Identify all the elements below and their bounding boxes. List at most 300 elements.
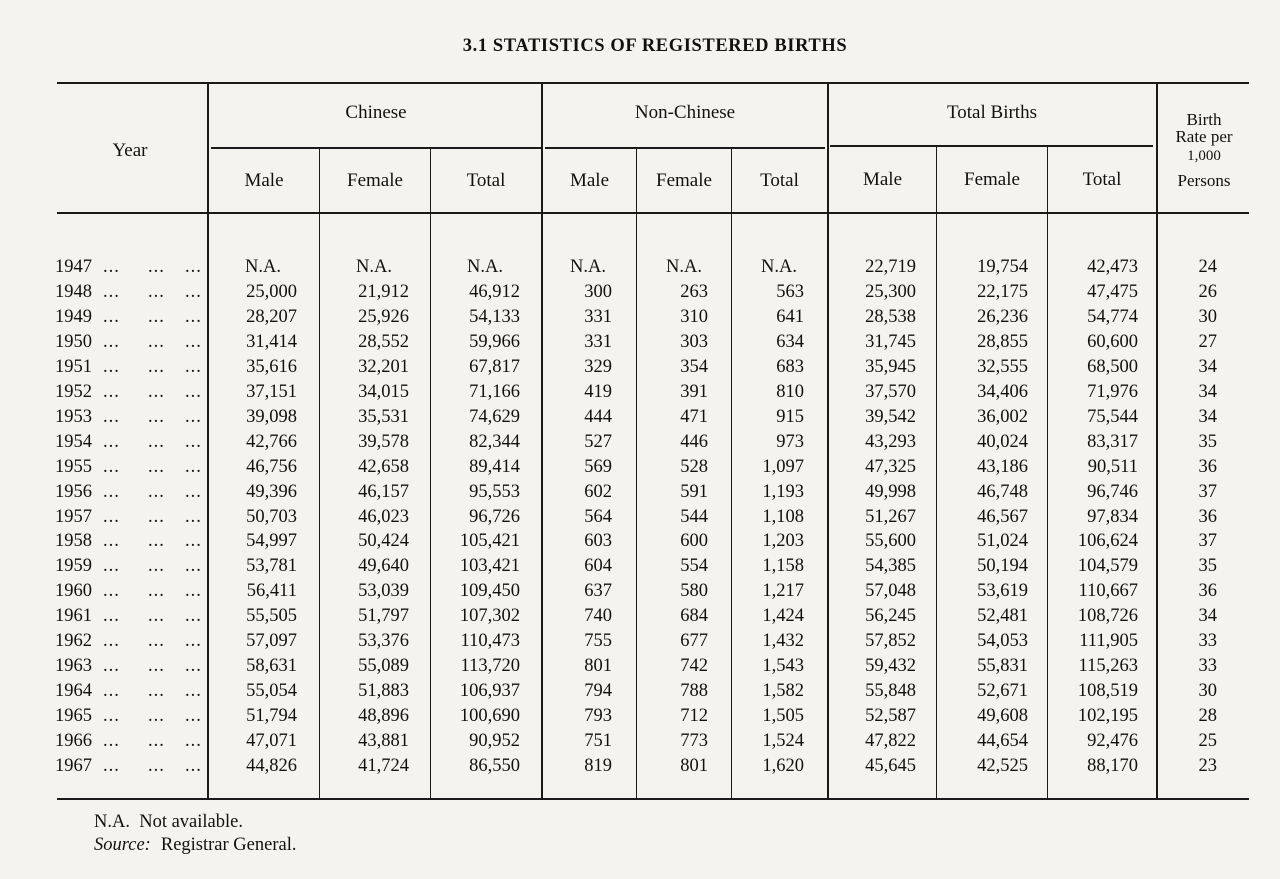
leader-dots: ... (148, 506, 165, 527)
table-cell: 104,579 (1077, 556, 1138, 577)
table-cell: N.A. (356, 257, 392, 277)
table-cell: 82,344 (469, 431, 520, 452)
row-year (55, 283, 205, 302)
source-text: Registrar General. (160, 835, 297, 855)
row-year (55, 308, 205, 327)
leader-dots: ... (148, 406, 165, 427)
table-cell: 50,194 (977, 556, 1028, 577)
table-cell: 49,608 (977, 706, 1028, 727)
table-cell: 109,450 (459, 581, 520, 602)
table-cell: 51,794 (246, 706, 297, 727)
table-cell: 57,852 (865, 631, 916, 652)
table-cell: 34,015 (358, 381, 409, 402)
row-year (55, 632, 205, 651)
leader-dots: ... (148, 356, 165, 377)
leader-dots: ... (185, 356, 202, 377)
leader-dots: ... (103, 381, 120, 402)
table-cell: 95,553 (469, 481, 520, 502)
table-cell: 54,385 (865, 556, 916, 577)
table-cell: 47,475 (1087, 281, 1138, 302)
group-underline-chinese (211, 147, 541, 149)
table-cell: 446 (680, 431, 708, 452)
leader-dots: ... (148, 381, 165, 402)
leader-dots: ... (185, 431, 202, 452)
table-cell: 564 (584, 506, 612, 527)
leader-dots: ... (148, 531, 165, 552)
leader-dots: ... (148, 331, 165, 352)
table-cell: 53,039 (358, 581, 409, 602)
table-cell: 1,505 (762, 706, 804, 727)
leader-dots: ... (103, 581, 120, 602)
row-year (55, 657, 205, 676)
leader-dots: ... (103, 631, 120, 652)
row-year (55, 333, 205, 352)
table-cell: 19,754 (977, 257, 1028, 277)
row-year (55, 707, 205, 726)
table-cell: 50,703 (246, 506, 297, 527)
table-cell: 37,151 (246, 381, 297, 402)
leader-dots: ... (185, 581, 202, 602)
table-cell: 794 (584, 681, 612, 702)
table-cell: 34 (1198, 606, 1217, 627)
table-cell: 44,826 (246, 756, 297, 776)
table-cell: 684 (680, 606, 708, 627)
group-header-chinese: Chinese (345, 102, 407, 123)
year-label: 1947 (55, 257, 92, 277)
table-cell: N.A. (570, 257, 606, 277)
leader-dots: ... (185, 681, 202, 702)
table-cell: 53,376 (358, 631, 409, 652)
table-cell: 97,834 (1087, 506, 1138, 527)
table-cell: 44,654 (977, 731, 1028, 752)
table-cell: 59,966 (469, 331, 520, 352)
table-cell: 1,582 (762, 681, 804, 702)
year-label: 1960 (55, 581, 92, 602)
leader-dots: ... (148, 306, 165, 327)
table-cell: 24 (1198, 257, 1217, 277)
table-cell: 42,658 (358, 456, 409, 477)
row-year (55, 732, 205, 751)
table-cell: 47,071 (246, 731, 297, 752)
table-cell: 819 (584, 756, 612, 776)
table-cell: 801 (584, 656, 612, 677)
leader-dots: ... (185, 656, 202, 677)
table-cell: 40,024 (977, 431, 1028, 452)
leader-dots: ... (103, 656, 120, 677)
row-year (55, 532, 205, 551)
source-line (94, 835, 296, 856)
table-cell: 110,473 (460, 631, 520, 652)
table-cell: 53,619 (977, 581, 1028, 602)
header-bottom-rule (57, 212, 1249, 214)
table-cell: 1,193 (762, 481, 804, 502)
top-rule (57, 82, 1249, 84)
table-cell: 580 (680, 581, 708, 602)
table-cell: 75,544 (1087, 406, 1138, 427)
table-cell: 55,089 (358, 656, 409, 677)
table-cell: 303 (680, 331, 708, 352)
table-cell: 773 (680, 731, 708, 752)
table-cell: 60,600 (1087, 331, 1138, 352)
table-cell: 28,855 (977, 331, 1028, 352)
rate-header-line4: Persons (1177, 171, 1231, 190)
table-cell: 554 (680, 556, 708, 577)
table-cell: 57,048 (865, 581, 916, 602)
row-year (55, 582, 205, 601)
table-cell: 57,097 (246, 631, 297, 652)
table-cell: 801 (680, 756, 708, 776)
table-cell: 55,600 (865, 531, 916, 552)
table-cell: 569 (584, 456, 612, 477)
table-cell: 602 (584, 481, 612, 502)
table-cell: 90,952 (469, 731, 520, 752)
table-cell: 55,054 (246, 681, 297, 702)
year-label: 1965 (55, 706, 92, 727)
table-cell: 108,519 (1077, 681, 1138, 702)
table-cell: 329 (584, 356, 612, 377)
row-year (55, 408, 205, 427)
table-cell: 591 (680, 481, 708, 502)
table-cell: 39,542 (865, 406, 916, 427)
table-cell: 755 (584, 631, 612, 652)
year-label: 1967 (55, 756, 92, 776)
table-cell: 51,883 (358, 681, 409, 702)
sub-header-male: Male (569, 170, 610, 191)
leader-dots: ... (148, 581, 165, 602)
leader-dots: ... (103, 606, 120, 627)
table-cell: 1,108 (762, 506, 804, 527)
table-cell: 712 (680, 706, 708, 727)
table-cell: 46,748 (977, 481, 1028, 502)
table-cell: 310 (680, 306, 708, 327)
table-cell: 55,505 (246, 606, 297, 627)
table-cell: 35,531 (358, 406, 409, 427)
table-cell: 49,998 (865, 481, 916, 502)
group-header-total-births: Total Births (947, 102, 1037, 123)
leader-dots: ... (103, 456, 120, 477)
table-cell: 527 (584, 431, 612, 452)
table-cell: 41,724 (358, 756, 409, 776)
table-cell: 86,550 (469, 756, 520, 776)
table-cell: N.A. (761, 257, 797, 277)
table-cell: 25,000 (246, 281, 297, 302)
year-label: 1966 (55, 731, 92, 752)
table-cell: 25,300 (865, 281, 916, 302)
row-year (55, 607, 205, 626)
year-label: 1954 (55, 431, 92, 452)
table-cell: 637 (584, 581, 612, 602)
bottom-rule (57, 798, 1249, 800)
table-cell: 27 (1198, 331, 1217, 352)
leader-dots: ... (148, 456, 165, 477)
table-cell: 742 (680, 656, 708, 677)
table-cell: 88,170 (1087, 756, 1138, 776)
row-year (55, 557, 205, 576)
table-cell: 35,616 (246, 356, 297, 377)
row-year (55, 258, 205, 277)
table-cell: 300 (584, 281, 612, 302)
table-cell: 51,267 (865, 506, 916, 527)
table-cell: 56,411 (246, 581, 297, 602)
table-cell: 751 (584, 731, 612, 752)
table-cell: 34 (1198, 356, 1217, 377)
year-label: 1964 (55, 681, 92, 702)
table-cell: 106,937 (459, 681, 520, 702)
year-label: 1958 (55, 531, 92, 552)
table-cell: N.A. (666, 257, 702, 277)
table-cell: 96,746 (1087, 481, 1138, 502)
year-header: Year (112, 140, 148, 161)
table-cell: 39,098 (246, 406, 297, 427)
table-cell: 444 (584, 406, 612, 427)
sub-header-total: Total (760, 170, 799, 191)
row-year (55, 757, 205, 776)
rate-header-line2: Rate per (1175, 127, 1233, 146)
table-cell: 105,421 (459, 531, 520, 552)
table-cell: 90,511 (1087, 456, 1138, 477)
year-label: 1959 (55, 556, 92, 577)
leader-dots: ... (148, 556, 165, 577)
table-cell: 83,317 (1087, 431, 1138, 452)
leader-dots: ... (185, 481, 202, 502)
row-year (55, 682, 205, 701)
year-label: 1961 (55, 606, 92, 627)
table-cell: 106,624 (1077, 531, 1138, 552)
leader-dots: ... (103, 731, 120, 752)
table-cell: 600 (680, 531, 708, 552)
row-year (55, 358, 205, 377)
table-cell: 35,945 (865, 356, 916, 377)
leader-dots: ... (103, 706, 120, 727)
rate-header-line3: 1,000 (1187, 148, 1221, 164)
table-cell: 30 (1198, 681, 1217, 702)
table-cell: 96,726 (469, 506, 520, 527)
leader-dots: ... (185, 281, 202, 302)
table-cell: 49,396 (246, 481, 297, 502)
year-label: 1952 (55, 381, 92, 402)
table-cell: 67,817 (469, 356, 520, 377)
leader-dots: ... (185, 731, 202, 752)
table-cell: 21,912 (358, 281, 409, 302)
table-cell: 33 (1198, 631, 1217, 652)
leader-dots: ... (148, 257, 165, 277)
table-cell: 32,201 (358, 356, 409, 377)
sub-header-female: Female (347, 170, 403, 191)
table-cell: 973 (776, 431, 804, 452)
row-year (55, 483, 205, 502)
leader-dots: ... (148, 431, 165, 452)
table-title: 3.1 STATISTICS OF REGISTERED BIRTHS (462, 36, 848, 56)
table-cell: 37 (1198, 481, 1217, 502)
table-cell: 52,481 (977, 606, 1028, 627)
leader-dots: ... (103, 356, 120, 377)
leader-dots: ... (103, 306, 120, 327)
table-cell: 59,432 (865, 656, 916, 677)
table-cell: 32,555 (977, 356, 1028, 377)
table-cell: 23 (1198, 756, 1217, 776)
table-cell: 34 (1198, 406, 1217, 427)
table-cell: 54,774 (1087, 306, 1138, 327)
table-cell: 915 (776, 406, 804, 427)
table-cell: 391 (680, 381, 708, 402)
table-cell: 528 (680, 456, 708, 477)
table-cell: 43,881 (358, 731, 409, 752)
table-cell: 677 (680, 631, 708, 652)
leader-dots: ... (185, 506, 202, 527)
table-cell: N.A. (467, 257, 503, 277)
table-cell: 28 (1198, 706, 1217, 727)
table-cell: 740 (584, 606, 612, 627)
table-cell: 46,023 (358, 506, 409, 527)
table-cell: 39,578 (358, 431, 409, 452)
year-label: 1956 (55, 481, 92, 502)
leader-dots: ... (185, 406, 202, 427)
table-cell: 26,236 (977, 306, 1028, 327)
table-cell: 641 (776, 306, 804, 327)
source-label: Source: (94, 835, 151, 855)
year-label: 1950 (55, 331, 92, 352)
table-cell: 1,097 (762, 456, 804, 477)
sub-header-female: Female (964, 169, 1020, 190)
leader-dots: ... (185, 706, 202, 727)
table-cell: 51,797 (358, 606, 409, 627)
table-cell: 102,195 (1077, 706, 1138, 727)
table-cell: 52,587 (865, 706, 916, 727)
leader-dots: ... (103, 406, 120, 427)
table-cell: 1,424 (762, 606, 804, 627)
leader-dots: ... (103, 431, 120, 452)
table-cell: 22,175 (977, 281, 1028, 302)
table-cell: 68,500 (1087, 356, 1138, 377)
table-cell: 34,406 (977, 381, 1028, 402)
table-cell: 49,640 (358, 556, 409, 577)
table-cell: 563 (776, 281, 804, 302)
table-cell: 53,781 (246, 556, 297, 577)
table-cell: 42,473 (1087, 257, 1138, 277)
table-cell: 1,217 (762, 581, 804, 602)
year-label: 1951 (55, 356, 92, 377)
table-cell: 43,293 (865, 431, 916, 452)
table-cell: 22,719 (865, 257, 916, 277)
year-label: 1963 (55, 656, 92, 677)
table-cell: 100,690 (459, 706, 520, 727)
table-cell: 89,414 (469, 456, 520, 477)
leader-dots: ... (185, 606, 202, 627)
table-cell: 1,432 (762, 631, 804, 652)
year-label: 1948 (55, 281, 92, 302)
table-cell: 26 (1198, 281, 1217, 302)
leader-dots: ... (103, 281, 120, 302)
sub-header-total: Total (466, 170, 506, 191)
table-cell: 54,133 (469, 306, 520, 327)
table-cell: 1,524 (762, 731, 804, 752)
table-cell: 71,166 (469, 381, 520, 402)
table-cell: 108,726 (1077, 606, 1138, 627)
leader-dots: ... (103, 531, 120, 552)
table-cell: 107,302 (459, 606, 520, 627)
year-label: 1962 (55, 631, 92, 652)
leader-dots: ... (185, 331, 202, 352)
leader-dots: ... (185, 306, 202, 327)
table-cell: 36,002 (977, 406, 1028, 427)
leader-dots: ... (185, 531, 202, 552)
table-cell: 58,631 (246, 656, 297, 677)
leader-dots: ... (103, 556, 120, 577)
sub-header-female: Female (656, 170, 712, 191)
leader-dots: ... (185, 756, 202, 776)
table-cell: 52,671 (977, 681, 1028, 702)
leader-dots: ... (185, 257, 202, 277)
table-cell: 1,620 (762, 756, 804, 776)
leader-dots: ... (148, 681, 165, 702)
table-cell: 31,414 (246, 331, 297, 352)
table-cell: 50,424 (358, 531, 409, 552)
table-cell: 35 (1198, 556, 1217, 577)
year-label: 1955 (55, 456, 92, 477)
table-cell: 74,629 (469, 406, 520, 427)
table-cell: 113,720 (460, 656, 520, 677)
group-underline-nonchinese (545, 147, 825, 149)
leader-dots: ... (148, 481, 165, 502)
table-cell: 56,245 (865, 606, 916, 627)
table-cell: 263 (680, 281, 708, 302)
leader-dots: ... (148, 631, 165, 652)
leader-dots: ... (103, 481, 120, 502)
table-cell: 37,570 (865, 381, 916, 402)
row-year (55, 433, 205, 452)
table-cell: 71,976 (1087, 381, 1138, 402)
table-cell: 46,756 (246, 456, 297, 477)
table-cell: 35 (1198, 431, 1217, 452)
sub-header-male: Male (244, 170, 284, 191)
table-cell: 331 (584, 306, 612, 327)
table-cell: 55,831 (977, 656, 1028, 677)
table-cell: 43,186 (977, 456, 1028, 477)
table-cell: 30 (1198, 306, 1217, 327)
table-cell: 34 (1198, 381, 1217, 402)
table-cell: 634 (776, 331, 804, 352)
sub-header-total: Total (1082, 169, 1122, 190)
table-cell: 46,912 (469, 281, 520, 302)
table-cell: 419 (584, 381, 612, 402)
table-cell: 603 (584, 531, 612, 552)
table-cell: 42,525 (977, 756, 1028, 776)
table-cell: 33 (1198, 656, 1217, 677)
table-cell: 544 (680, 506, 708, 527)
leader-dots: ... (148, 606, 165, 627)
group-underline-total (830, 145, 1153, 147)
leader-dots: ... (103, 257, 120, 277)
table-cell: 42,766 (246, 431, 297, 452)
leader-dots: ... (148, 756, 165, 776)
rate-header-line1: Birth (1186, 110, 1222, 129)
leader-dots: ... (148, 731, 165, 752)
table-cell: 103,421 (459, 556, 520, 577)
table-cell: 471 (680, 406, 708, 427)
leader-dots: ... (185, 631, 202, 652)
footnote: N.A. Not available. (94, 812, 243, 832)
row-year (55, 508, 205, 527)
table-cell: 54,053 (977, 631, 1028, 652)
table-cell: 48,896 (358, 706, 409, 727)
sub-header-male: Male (862, 169, 903, 190)
leader-dots: ... (103, 506, 120, 527)
table-cell: 1,543 (762, 656, 804, 677)
table-cell: 604 (584, 556, 612, 577)
table-cell: 51,024 (977, 531, 1028, 552)
table-cell: 92,476 (1087, 731, 1138, 752)
table-cell: 46,567 (977, 506, 1028, 527)
